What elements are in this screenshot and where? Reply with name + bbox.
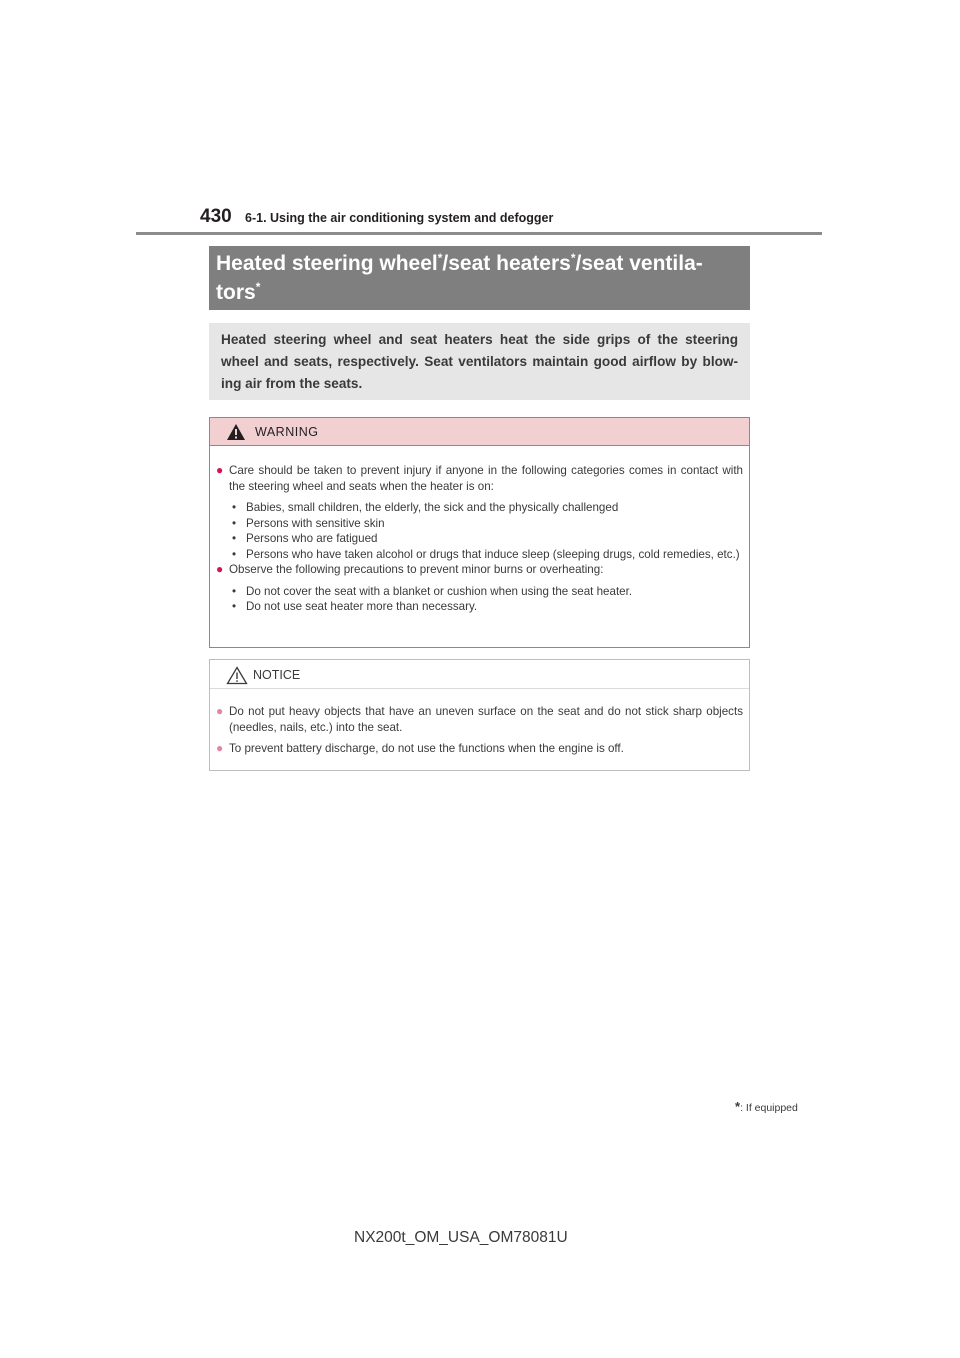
bullet-dot: ● — [216, 463, 224, 477]
title-part-4: tors — [216, 281, 256, 304]
notice-box — [209, 659, 750, 771]
warning-bullet — [216, 463, 743, 494]
caution-triangle-icon — [226, 666, 248, 685]
sub-item: • Do not cover the seat with a blanket or cushion when using the seat heater. — [232, 584, 633, 598]
notice-label: NOTICE — [253, 668, 301, 682]
warning-bullet-2: Observe the following precautions to prevent minor burns or overheating: — [229, 563, 604, 576]
intro-text: Heated steering wheel and seat heaters heat the side grips of the steering wheel and seats, respectively. Seat ventilators maintain good airflow by blow-ing air from the seats. — [221, 332, 738, 391]
footnote — [735, 1099, 798, 1114]
sub-item-text: Persons who have taken alcohol or drugs that induce sleep (sleeping drugs, cold remedies, etc.) — [246, 547, 740, 561]
sub-item: • Persons who are fatigued — [232, 532, 378, 545]
warning-label: WARNING — [255, 425, 319, 439]
bullet-dot: ● — [216, 741, 224, 755]
warning-header — [210, 418, 749, 446]
sub-item: • Persons who have taken alcohol or drugs that induce sleep (sleeping drugs, cold remedies, etc.) — [232, 547, 740, 561]
sub-item-text: Persons who are fatigued — [246, 532, 378, 545]
title-part-1: Heated steering wheel — [216, 252, 438, 275]
page-title — [209, 246, 750, 310]
sub-item: • Do not use seat heater more than necessary. — [232, 600, 478, 613]
warning-bullet-1: Care should be taken to prevent injury if anyone in the following categories comes in contact with the steering wheel and seats when the heater is on: — [229, 464, 743, 493]
warning-box — [209, 417, 750, 648]
notice-bullet-1: Do not put heavy objects that have an uneven surface on the seat and do not stick sharp objects (needles, nails, etc.) into the seat. — [229, 705, 743, 734]
notice-bullet-2: To prevent battery discharge, do not use the functions when the engine is off. — [229, 742, 624, 755]
bullet-dot: ● — [216, 704, 224, 718]
title-part-3: /seat ventila- — [575, 252, 703, 275]
warning-bullet — [216, 562, 743, 578]
sub-item-text: Do not use seat heater more than necessary. — [246, 600, 478, 613]
document-id: NX200t_OM_USA_OM78081U — [354, 1229, 568, 1246]
section-title: 6-1. Using the air conditioning system and defogger — [245, 211, 554, 225]
title-part-2: /seat heaters — [442, 252, 571, 275]
warning-triangle-icon — [226, 423, 246, 441]
page-header — [200, 206, 820, 230]
sub-item: • Persons with sensitive skin — [232, 516, 385, 530]
footnote-star: * — [735, 1099, 741, 1114]
notice-header — [210, 660, 749, 689]
notice-content — [210, 689, 749, 757]
asterisk-mark: * — [255, 280, 261, 294]
sub-item-text: Persons with sensitive skin — [246, 516, 385, 530]
bullet-dot: ● — [216, 562, 224, 576]
notice-bullet — [216, 704, 743, 735]
intro-box — [209, 323, 750, 400]
notice-bullet — [216, 741, 743, 757]
asterisk-mark: * — [570, 251, 576, 265]
header-rule — [136, 232, 822, 235]
sub-item-text: Babies, small children, the elderly, the sick and the physically challenged — [246, 501, 619, 514]
footnote-text: : If equipped — [740, 1102, 798, 1114]
sub-item-text: Do not cover the seat with a blanket or cushion when using the seat heater. — [246, 584, 633, 598]
page-number: 430 — [200, 206, 232, 227]
asterisk-mark: * — [437, 251, 443, 265]
sub-item: • Babies, small children, the elderly, the sick and the physically challenged — [232, 501, 619, 514]
warning-content — [210, 446, 749, 615]
